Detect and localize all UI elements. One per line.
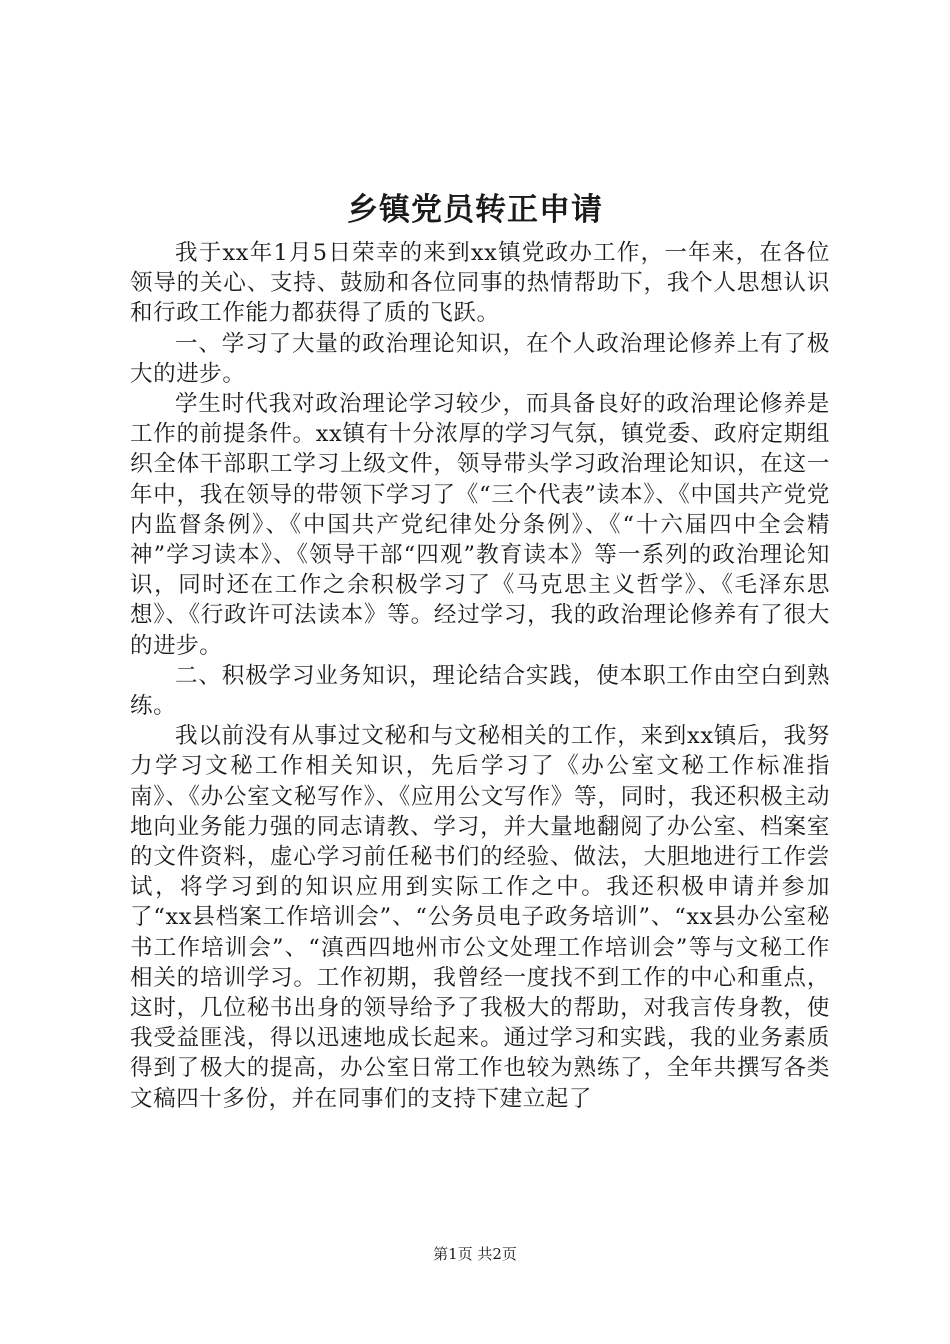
document-body bbox=[130, 238, 830, 1114]
page-number-footer: 第1页 共2页 bbox=[433, 1245, 517, 1263]
paragraph-intro: 我于xx年1月5日荣幸的来到xx镇党政办工作，一年来，在各位领导的关心、支持、鼓励和各位同事的热情帮助下，我个人思想认识和行政工作能力都获得了质的飞跃。 bbox=[130, 240, 830, 327]
paragraph-business-study: 我以前没有从事过文秘和与文秘相关的工作，来到xx镇后，我努力学习文秘工作相关知识，先后学习了《办公室文秘工作标准指南》、《办公室文秘写作》、《应用公文写作》等，同时，我还积极主动地向业务能力强的同志请教、学习，并大量地翻阅了办公室、档案室的文件资料，虚心学习前任秘书们的经验、做法，大胆地进行工作尝试，将学习到的知识应用到实际工作之中。我还积极申请并参加了“xx县档案工作培训会”、“公务员电子政务培训”、“xx县办公室秘书工作培训会”、“滇西四地州市公文处理工作培训会”等与文秘工作相关的培训学习。工作初期，我曾经一度找不到工作的中心和重点，这时，几位秘书出身的领导给予了我极大的帮助，对我言传身教，使我受益匪浅，得以迅速地成长起来。通过学习和实践，我的业务素质得到了极大的提高，办公室日常工作也较为熟练了，全年共撰写各类文稿四十多份，并在同事们的支持下建立起了 bbox=[130, 723, 830, 1112]
paragraph-heading-1: 一、学习了大量的政治理论知识，在个人政治理论修养上有了极大的进步。 bbox=[130, 330, 830, 387]
paragraph-theory-study: 学生时代我对政治理论学习较少，而具备良好的政治理论修养是工作的前提条件。xx镇有十分浓厚的学习气氛，镇党委、政府定期组织全体干部职工学习上级文件，领导带头学习政治理论知识，在这一年中，我在领导的带领下学习了《“三个代表”读本》、《中国共产党党内监督条例》、《中国共产党纪律处分条例》、《“十六届四中全会精神”学习读本》、《领导干部“四观”教育读本》等一系列的政治理论知识，同时还在工作之余积极学习了《马克思主义哲学》、《毛泽东思想》、《行政许可法读本》等。经过学习，我的政治理论修养有了很大的进步。 bbox=[130, 391, 830, 659]
document-title: 乡镇党员转正申请 bbox=[347, 192, 603, 228]
paragraph-heading-2: 二、积极学习业务知识，理论结合实践，使本职工作由空白到熟练。 bbox=[130, 662, 830, 720]
